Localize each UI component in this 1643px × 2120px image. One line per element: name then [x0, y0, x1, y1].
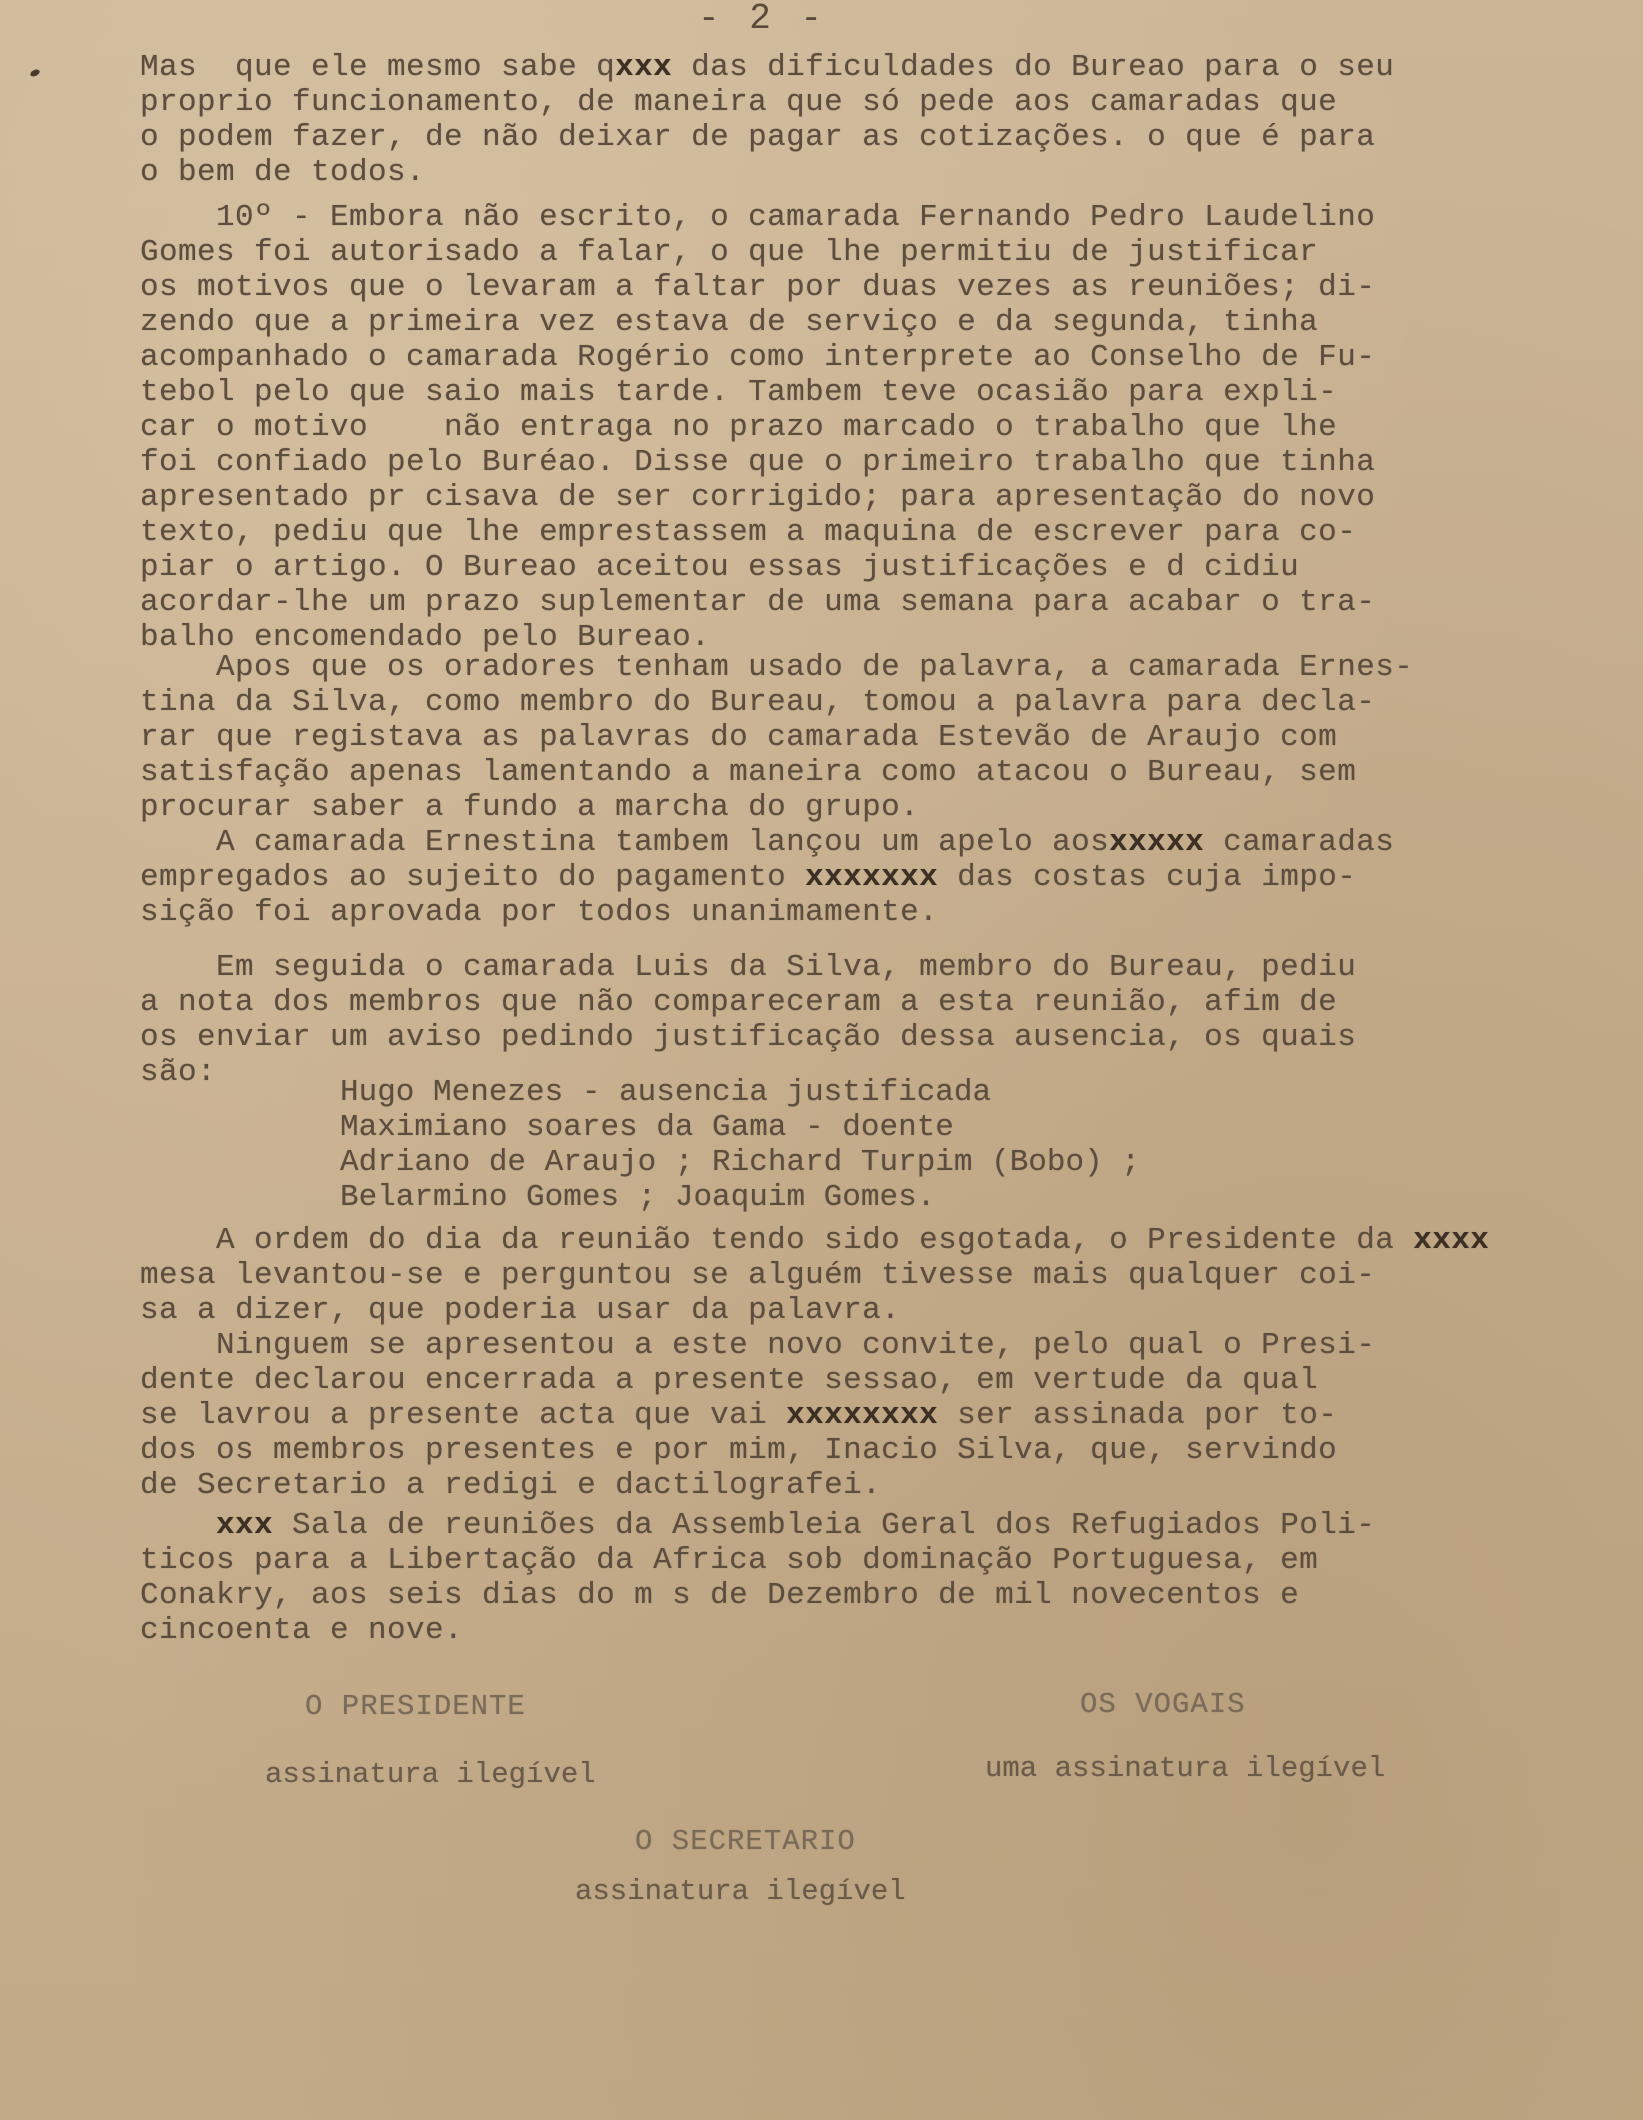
secretario-signature: assinatura ilegível: [575, 1875, 906, 1908]
secretario-title: O SECRETARIO: [635, 1825, 856, 1858]
ink-mark: [29, 68, 41, 78]
text-line: são:: [140, 1055, 217, 1090]
text-line: [140, 825, 1520, 860]
paragraph-ernestina: [140, 650, 1520, 825]
paragraph-item-10: [140, 200, 1520, 655]
text-line: apresentado pr cisava de ser corrigido; para apresentação do novo: [140, 480, 1376, 515]
text-line: procurar saber a fundo a marcha do grupo.: [140, 790, 920, 825]
text-line: Ninguem se apresentou a este novo convite, pelo qual o Presi-: [140, 1328, 1376, 1363]
text-line: car o motivo não entraga no prazo marcado o trabalho que lhe: [140, 410, 1338, 445]
text-segment: Sala de reuniões da Assembleia Geral dos Refugiados Poli-: [273, 1508, 1376, 1543]
text-line: dos os membros presentes e por mim, Inacio Silva, que, servindo: [140, 1433, 1338, 1468]
paragraph-local-data: [140, 1508, 1520, 1648]
text-line: [140, 1508, 1520, 1543]
text-line: os motivos que o levaram a faltar por duas vezes as reuniões; di-: [140, 270, 1376, 305]
text-line: o podem fazer, de não deixar de pagar as cotizações. o que é para: [140, 120, 1376, 155]
page-number: - 2 -: [698, 0, 827, 39]
paragraph-intro: [140, 50, 1520, 190]
presidente-title: O PRESIDENTE: [305, 1690, 526, 1723]
paragraph-apelo: [140, 825, 1520, 930]
text-line: foi confiado pelo Buréao. Disse que o primeiro trabalho que tinha: [140, 445, 1376, 480]
text-line: texto, pediu que lhe emprestassem a maquina de escrever para co-: [140, 515, 1357, 550]
text-line: tebol pelo que saio mais tarde. Tambem teve ocasião para expli-: [140, 375, 1338, 410]
text-line: rar que registava as palavras do camarada Estevão de Araujo com: [140, 720, 1338, 755]
text-line: Conakry, aos seis dias do m s de Dezembro de mil novecentos e: [140, 1578, 1300, 1613]
presidente-signature: assinatura ilegível: [265, 1758, 596, 1791]
paragraph-luis: [140, 950, 1520, 1090]
text-line: a nota dos membros que não compareceram a esta reunião, afim de: [140, 985, 1338, 1020]
text-line: de Secretario a redigi e dactilografei.: [140, 1468, 882, 1503]
list-item: Maximiano soares da Gama - doente: [340, 1110, 954, 1145]
text-line: [140, 1398, 1520, 1433]
text-line: acordar-lhe um prazo suplementar de uma semana para acabar o tra-: [140, 585, 1376, 620]
text-line: balho encomendado pelo Bureao.: [140, 620, 711, 655]
text-segment: ser assinada por to-: [938, 1398, 1338, 1433]
list-item: Hugo Menezes - ausencia justificada: [340, 1075, 992, 1110]
text-segment: empregados ao sujeito do pagamento: [140, 860, 806, 895]
text-line: proprio funcionamento, de maneira que só pede aos camaradas que: [140, 85, 1338, 120]
text-line: o bem de todos.: [140, 155, 426, 190]
struck-out-text: xxxxx: [1109, 825, 1205, 860]
text-segment: das dificuldades do Bureao para o seu: [672, 50, 1395, 85]
text-line: tina da Silva, como membro do Bureau, tomou a palavra para decla-: [140, 685, 1376, 720]
vogais-title: OS VOGAIS: [1080, 1688, 1246, 1721]
text-line: satisfação apenas lamentando a maneira como atacou o Bureau, sem: [140, 755, 1357, 790]
text-segment: camaradas: [1204, 825, 1395, 860]
text-line: [140, 1223, 1520, 1258]
struck-out-text: xxx: [216, 1508, 274, 1543]
text-line: Em seguida o camarada Luis da Silva, membro do Bureau, pediu: [140, 950, 1357, 985]
text-segment: A camarada Ernestina tambem lançou um apelo aos: [140, 825, 1110, 860]
text-line: Gomes foi autorisado a falar, o que lhe permitiu de justificar: [140, 235, 1319, 270]
text-segment: A ordem do dia da reunião tendo sido esgotada, o Presidente da: [140, 1223, 1414, 1258]
text-segment: Mas que ele mesmo sabe q: [140, 50, 616, 85]
struck-out-text: xxxxxxxx: [786, 1398, 939, 1433]
text-line: sição foi aprovada por todos unanimamente.: [140, 895, 939, 930]
text-segment: se lavrou a presente acta que vai: [140, 1398, 787, 1433]
absent-members-list: [340, 1075, 1300, 1215]
list-item: Belarmino Gomes ; Joaquim Gomes.: [340, 1180, 936, 1215]
text-line: sa a dizer, que poderia usar da palavra.: [140, 1293, 901, 1328]
struck-out-text: xxxx: [1413, 1223, 1490, 1258]
paragraph-ordem-do-dia: [140, 1223, 1520, 1328]
struck-out-text: xxx: [615, 50, 673, 85]
text-line: 10º - Embora não escrito, o camarada Fernando Pedro Laudelino: [140, 200, 1376, 235]
vogais-signature: uma assinatura ilegível: [985, 1752, 1386, 1785]
text-line: mesa levantou-se e perguntou se alguém tivesse mais qualquer coi-: [140, 1258, 1376, 1293]
text-line: ticos para a Libertação da Africa sob dominação Portuguesa, em: [140, 1543, 1319, 1578]
text-line: Apos que os oradores tenham usado de palavra, a camarada Ernes-: [140, 650, 1414, 685]
text-line: zendo que a primeira vez estava de serviço e da segunda, tinha: [140, 305, 1319, 340]
list-item: Adriano de Araujo ; Richard Turpim (Bobo) ;: [340, 1145, 1140, 1180]
text-segment: das costas cuja impo-: [938, 860, 1357, 895]
text-line: os enviar um aviso pedindo justificação dessa ausencia, os quais: [140, 1020, 1357, 1055]
text-line: cincoenta e nove.: [140, 1613, 464, 1648]
struck-out-text: xxxxxxx: [805, 860, 939, 895]
text-line: acompanhado o camarada Rogério como interprete ao Conselho de Fu-: [140, 340, 1376, 375]
text-line: piar o artigo. O Bureao aceitou essas justificações e d cidiu: [140, 550, 1300, 585]
text-line: [140, 50, 1520, 85]
paragraph-encerramento: [140, 1328, 1520, 1503]
text-line: dente declarou encerrada a presente sessao, em vertude da qual: [140, 1363, 1319, 1398]
text-line: [140, 860, 1520, 895]
